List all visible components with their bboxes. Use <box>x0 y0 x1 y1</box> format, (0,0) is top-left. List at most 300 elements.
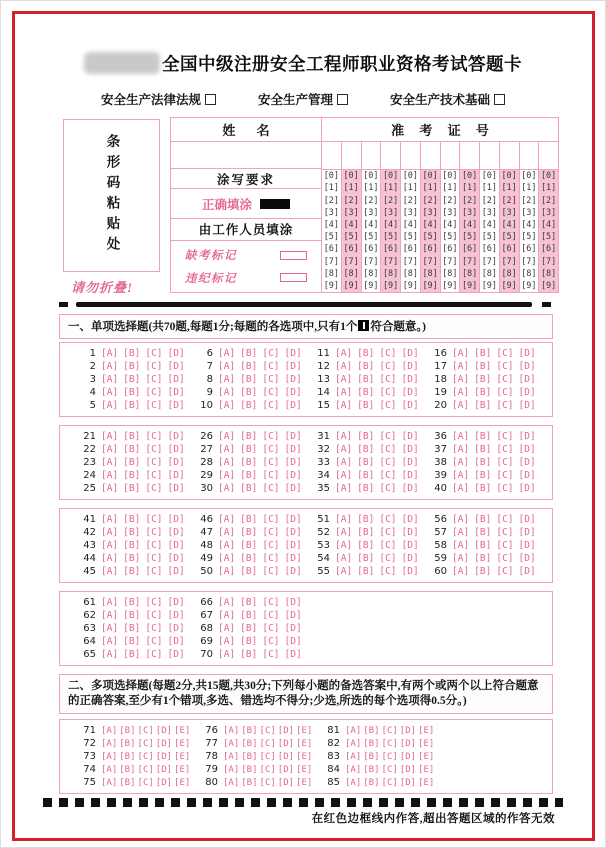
bubble-75-C[interactable]: [C] <box>137 777 154 788</box>
digit-bubble-col8-2[interactable]: [2] <box>461 195 478 206</box>
bubble-65-D[interactable]: [D] <box>167 649 185 660</box>
bubble-76-D[interactable]: [D] <box>277 725 295 736</box>
bubble-82-A[interactable]: [A] <box>345 738 362 749</box>
bubble-81-E[interactable]: [E] <box>418 725 435 736</box>
bubble-15-D[interactable]: [D] <box>401 400 419 411</box>
bubble-4-D[interactable]: [D] <box>167 387 185 398</box>
digit-bubble-col4-4[interactable]: [4] <box>382 219 399 230</box>
bubble-19-B[interactable]: [B] <box>474 387 492 398</box>
bubble-21-D[interactable]: [D] <box>167 431 185 442</box>
bubble-51-A[interactable]: [A] <box>335 514 353 525</box>
bubble-44-D[interactable]: [D] <box>167 553 185 564</box>
digit-bubble-col12-5[interactable]: [5] <box>540 232 557 243</box>
bubble-35-D[interactable]: [D] <box>401 483 419 494</box>
digit-bubble-col2-9[interactable]: [9] <box>343 280 359 291</box>
digit-bubble-col8-0[interactable]: [0] <box>461 171 478 182</box>
bubble-19-C[interactable]: [C] <box>496 387 514 398</box>
bubble-81-D[interactable]: [D] <box>399 725 417 736</box>
digit-bubble-col7-7[interactable]: [7] <box>442 256 458 267</box>
bubble-83-E[interactable]: [E] <box>418 751 435 762</box>
bubble-84-A[interactable]: [A] <box>345 764 362 775</box>
bubble-81-C[interactable]: [C] <box>381 725 398 736</box>
digit-bubble-col12-3[interactable]: [3] <box>540 207 557 218</box>
digit-bubble-col1-2[interactable]: [2] <box>323 195 340 206</box>
bubble-35-B[interactable]: [B] <box>357 483 375 494</box>
digit-bubble-col10-6[interactable]: [6] <box>501 244 517 255</box>
bubble-61-A[interactable]: [A] <box>101 597 119 608</box>
bubble-75-E[interactable]: [E] <box>174 777 191 788</box>
bubble-29-C[interactable]: [C] <box>262 470 280 481</box>
digit-bubble-col3-8[interactable]: [8] <box>363 268 379 279</box>
bubble-46-D[interactable]: [D] <box>284 514 302 525</box>
bubble-24-A[interactable]: [A] <box>101 470 119 481</box>
digit-bubble-col5-6[interactable]: [6] <box>402 244 419 255</box>
ticket-digit-writein-col10[interactable] <box>500 142 519 170</box>
bubble-45-D[interactable]: [D] <box>167 566 185 577</box>
bubble-64-C[interactable]: [C] <box>145 636 163 647</box>
digit-bubble-col10-4[interactable]: [4] <box>501 219 517 230</box>
bubble-3-A[interactable]: [A] <box>101 374 119 385</box>
bubble-26-D[interactable]: [D] <box>284 431 302 442</box>
digit-bubble-col8-7[interactable]: [7] <box>461 256 478 267</box>
bubble-60-D[interactable]: [D] <box>518 566 536 577</box>
digit-bubble-col7-3[interactable]: [3] <box>442 207 458 218</box>
digit-bubble-col5-2[interactable]: [2] <box>402 195 419 206</box>
bubble-1-D[interactable]: [D] <box>167 348 185 359</box>
digit-bubble-col9-3[interactable]: [3] <box>481 207 498 218</box>
bubble-25-C[interactable]: [C] <box>145 483 163 494</box>
bubble-83-B[interactable]: [B] <box>363 751 380 762</box>
digit-bubble-col6-2[interactable]: [2] <box>422 195 438 206</box>
bubble-33-A[interactable]: [A] <box>335 457 353 468</box>
bubble-25-A[interactable]: [A] <box>101 483 119 494</box>
digit-bubble-col6-6[interactable]: [6] <box>422 244 438 255</box>
digit-bubble-col5-7[interactable]: [7] <box>402 256 419 267</box>
absent-mark-box[interactable] <box>280 251 307 260</box>
bubble-4-C[interactable]: [C] <box>145 387 163 398</box>
bubble-51-B[interactable]: [B] <box>357 514 375 525</box>
bubble-6-D[interactable]: [D] <box>284 348 302 359</box>
bubble-38-B[interactable]: [B] <box>474 457 492 468</box>
digit-bubble-col10-1[interactable]: [1] <box>501 183 517 194</box>
bubble-76-A[interactable]: [A] <box>223 725 240 736</box>
bubble-40-B[interactable]: [B] <box>474 483 492 494</box>
bubble-39-C[interactable]: [C] <box>496 470 514 481</box>
digit-bubble-col4-3[interactable]: [3] <box>382 207 399 218</box>
bubble-28-D[interactable]: [D] <box>284 457 302 468</box>
bubble-59-D[interactable]: [D] <box>518 553 536 564</box>
digit-bubble-col10-5[interactable]: [5] <box>501 232 517 243</box>
bubble-39-A[interactable]: [A] <box>452 470 470 481</box>
bubble-64-B[interactable]: [B] <box>123 636 141 647</box>
digit-bubble-col11-6[interactable]: [6] <box>521 244 537 255</box>
bubble-78-B[interactable]: [B] <box>241 751 258 762</box>
bubble-76-C[interactable]: [C] <box>259 725 276 736</box>
bubble-20-D[interactable]: [D] <box>518 400 536 411</box>
bubble-23-B[interactable]: [B] <box>123 457 141 468</box>
bubble-24-D[interactable]: [D] <box>167 470 185 481</box>
bubble-72-E[interactable]: [E] <box>174 738 191 749</box>
bubble-61-C[interactable]: [C] <box>145 597 163 608</box>
bubble-49-A[interactable]: [A] <box>218 553 236 564</box>
bubble-82-D[interactable]: [D] <box>399 738 417 749</box>
bubble-32-D[interactable]: [D] <box>401 444 419 455</box>
ticket-digit-writein-col4[interactable] <box>381 142 400 170</box>
bubble-78-A[interactable]: [A] <box>223 751 240 762</box>
bubble-63-D[interactable]: [D] <box>167 623 185 634</box>
bubble-18-C[interactable]: [C] <box>496 374 514 385</box>
bubble-85-D[interactable]: [D] <box>399 777 417 788</box>
bubble-68-A[interactable]: [A] <box>218 623 236 634</box>
bubble-21-A[interactable]: [A] <box>101 431 119 442</box>
digit-bubble-col8-5[interactable]: [5] <box>461 232 478 243</box>
bubble-17-D[interactable]: [D] <box>518 361 536 372</box>
bubble-57-C[interactable]: [C] <box>496 527 514 538</box>
bubble-54-B[interactable]: [B] <box>357 553 375 564</box>
bubble-9-C[interactable]: [C] <box>262 387 280 398</box>
bubble-85-B[interactable]: [B] <box>363 777 380 788</box>
bubble-61-B[interactable]: [B] <box>123 597 141 608</box>
bubble-73-E[interactable]: [E] <box>174 751 191 762</box>
bubble-3-B[interactable]: [B] <box>123 374 141 385</box>
digit-bubble-col4-9[interactable]: [9] <box>382 280 399 291</box>
bubble-5-D[interactable]: [D] <box>167 400 185 411</box>
bubble-6-A[interactable]: [A] <box>218 348 236 359</box>
bubble-10-A[interactable]: [A] <box>218 400 236 411</box>
bubble-9-D[interactable]: [D] <box>284 387 302 398</box>
bubble-19-D[interactable]: [D] <box>518 387 536 398</box>
bubble-16-A[interactable]: [A] <box>452 348 470 359</box>
bubble-48-A[interactable]: [A] <box>218 540 236 551</box>
bubble-9-A[interactable]: [A] <box>218 387 236 398</box>
digit-bubble-col5-1[interactable]: [1] <box>402 183 419 194</box>
bubble-75-D[interactable]: [D] <box>155 777 173 788</box>
bubble-5-B[interactable]: [B] <box>123 400 141 411</box>
digit-bubble-col7-0[interactable]: [0] <box>442 171 458 182</box>
bubble-52-C[interactable]: [C] <box>379 527 397 538</box>
bubble-54-C[interactable]: [C] <box>379 553 397 564</box>
bubble-80-D[interactable]: [D] <box>277 777 295 788</box>
digit-bubble-col4-8[interactable]: [8] <box>382 268 399 279</box>
digit-bubble-col8-4[interactable]: [4] <box>461 219 478 230</box>
bubble-22-D[interactable]: [D] <box>167 444 185 455</box>
bubble-25-D[interactable]: [D] <box>167 483 185 494</box>
bubble-15-A[interactable]: [A] <box>335 400 353 411</box>
bubble-12-B[interactable]: [B] <box>357 361 375 372</box>
bubble-80-C[interactable]: [C] <box>259 777 276 788</box>
digit-bubble-col12-1[interactable]: [1] <box>540 183 557 194</box>
bubble-74-D[interactable]: [D] <box>155 764 173 775</box>
bubble-41-D[interactable]: [D] <box>167 514 185 525</box>
ticket-digit-writein-col5[interactable] <box>401 142 420 170</box>
bubble-70-A[interactable]: [A] <box>218 649 236 660</box>
bubble-6-C[interactable]: [C] <box>262 348 280 359</box>
bubble-20-C[interactable]: [C] <box>496 400 514 411</box>
bubble-44-B[interactable]: [B] <box>123 553 141 564</box>
bubble-63-C[interactable]: [C] <box>145 623 163 634</box>
bubble-33-B[interactable]: [B] <box>357 457 375 468</box>
bubble-42-C[interactable]: [C] <box>145 527 163 538</box>
bubble-7-B[interactable]: [B] <box>240 361 258 372</box>
bubble-82-C[interactable]: [C] <box>381 738 398 749</box>
bubble-20-A[interactable]: [A] <box>452 400 470 411</box>
bubble-36-B[interactable]: [B] <box>474 431 492 442</box>
bubble-44-C[interactable]: [C] <box>145 553 163 564</box>
bubble-14-B[interactable]: [B] <box>357 387 375 398</box>
bubble-32-C[interactable]: [C] <box>379 444 397 455</box>
digit-bubble-col5-5[interactable]: [5] <box>402 232 419 243</box>
bubble-69-A[interactable]: [A] <box>218 636 236 647</box>
bubble-17-A[interactable]: [A] <box>452 361 470 372</box>
bubble-63-B[interactable]: [B] <box>123 623 141 634</box>
bubble-7-D[interactable]: [D] <box>284 361 302 372</box>
bubble-60-A[interactable]: [A] <box>452 566 470 577</box>
bubble-50-C[interactable]: [C] <box>262 566 280 577</box>
bubble-65-B[interactable]: [B] <box>123 649 141 660</box>
bubble-48-D[interactable]: [D] <box>284 540 302 551</box>
digit-bubble-col7-5[interactable]: [5] <box>442 232 458 243</box>
bubble-31-D[interactable]: [D] <box>401 431 419 442</box>
bubble-62-A[interactable]: [A] <box>101 610 119 621</box>
digit-bubble-col12-6[interactable]: [6] <box>540 244 557 255</box>
bubble-82-B[interactable]: [B] <box>363 738 380 749</box>
bubble-67-D[interactable]: [D] <box>284 610 302 621</box>
digit-bubble-col2-5[interactable]: [5] <box>343 232 359 243</box>
ticket-digit-writein-col6[interactable] <box>421 142 440 170</box>
digit-bubble-col7-9[interactable]: [9] <box>442 280 458 291</box>
bubble-43-A[interactable]: [A] <box>101 540 119 551</box>
bubble-73-C[interactable]: [C] <box>137 751 154 762</box>
digit-bubble-col2-2[interactable]: [2] <box>343 195 359 206</box>
bubble-66-B[interactable]: [B] <box>240 597 258 608</box>
digit-bubble-col11-0[interactable]: [0] <box>521 171 537 182</box>
bubble-51-C[interactable]: [C] <box>379 514 397 525</box>
bubble-83-C[interactable]: [C] <box>381 751 398 762</box>
bubble-32-B[interactable]: [B] <box>357 444 375 455</box>
bubble-10-B[interactable]: [B] <box>240 400 258 411</box>
bubble-71-A[interactable]: [A] <box>101 725 118 736</box>
digit-bubble-col3-7[interactable]: [7] <box>363 256 379 267</box>
bubble-5-A[interactable]: [A] <box>101 400 119 411</box>
bubble-69-C[interactable]: [C] <box>262 636 280 647</box>
bubble-30-B[interactable]: [B] <box>240 483 258 494</box>
bubble-11-D[interactable]: [D] <box>401 348 419 359</box>
bubble-49-D[interactable]: [D] <box>284 553 302 564</box>
bubble-81-B[interactable]: [B] <box>363 725 380 736</box>
digit-bubble-col1-0[interactable]: [0] <box>323 171 340 182</box>
bubble-29-B[interactable]: [B] <box>240 470 258 481</box>
bubble-41-C[interactable]: [C] <box>145 514 163 525</box>
bubble-50-D[interactable]: [D] <box>284 566 302 577</box>
digit-bubble-col7-2[interactable]: [2] <box>442 195 458 206</box>
digit-bubble-col5-9[interactable]: [9] <box>402 280 419 291</box>
bubble-9-B[interactable]: [B] <box>240 387 258 398</box>
bubble-38-D[interactable]: [D] <box>518 457 536 468</box>
digit-bubble-col4-6[interactable]: [6] <box>382 244 399 255</box>
bubble-17-B[interactable]: [B] <box>474 361 492 372</box>
bubble-73-A[interactable]: [A] <box>101 751 118 762</box>
bubble-64-D[interactable]: [D] <box>167 636 185 647</box>
bubble-34-C[interactable]: [C] <box>379 470 397 481</box>
bubble-77-E[interactable]: [E] <box>296 738 313 749</box>
bubble-30-D[interactable]: [D] <box>284 483 302 494</box>
bubble-15-B[interactable]: [B] <box>357 400 375 411</box>
digit-bubble-col6-5[interactable]: [5] <box>422 232 438 243</box>
digit-bubble-col1-7[interactable]: [7] <box>323 256 340 267</box>
digit-bubble-col10-9[interactable]: [9] <box>501 280 517 291</box>
bubble-23-A[interactable]: [A] <box>101 457 119 468</box>
digit-bubble-col6-1[interactable]: [1] <box>422 183 438 194</box>
bubble-24-C[interactable]: [C] <box>145 470 163 481</box>
digit-bubble-col12-2[interactable]: [2] <box>540 195 557 206</box>
bubble-23-D[interactable]: [D] <box>167 457 185 468</box>
bubble-85-E[interactable]: [E] <box>418 777 435 788</box>
bubble-19-A[interactable]: [A] <box>452 387 470 398</box>
bubble-85-A[interactable]: [A] <box>345 777 362 788</box>
bubble-14-A[interactable]: [A] <box>335 387 353 398</box>
digit-bubble-col11-3[interactable]: [3] <box>521 207 537 218</box>
bubble-47-D[interactable]: [D] <box>284 527 302 538</box>
digit-bubble-col3-6[interactable]: [6] <box>363 244 379 255</box>
digit-bubble-col2-0[interactable]: [0] <box>343 171 359 182</box>
bubble-31-A[interactable]: [A] <box>335 431 353 442</box>
bubble-26-C[interactable]: [C] <box>262 431 280 442</box>
bubble-34-D[interactable]: [D] <box>401 470 419 481</box>
bubble-52-D[interactable]: [D] <box>401 527 419 538</box>
bubble-1-B[interactable]: [B] <box>123 348 141 359</box>
bubble-49-C[interactable]: [C] <box>262 553 280 564</box>
bubble-12-D[interactable]: [D] <box>401 361 419 372</box>
bubble-50-A[interactable]: [A] <box>218 566 236 577</box>
subject-checkbox-laws[interactable] <box>205 94 216 105</box>
bubble-52-A[interactable]: [A] <box>335 527 353 538</box>
bubble-3-C[interactable]: [C] <box>145 374 163 385</box>
subject-checkbox-management[interactable] <box>337 94 348 105</box>
digit-bubble-col12-7[interactable]: [7] <box>540 256 557 267</box>
bubble-57-B[interactable]: [B] <box>474 527 492 538</box>
bubble-22-A[interactable]: [A] <box>101 444 119 455</box>
bubble-64-A[interactable]: [A] <box>101 636 119 647</box>
bubble-13-D[interactable]: [D] <box>401 374 419 385</box>
ticket-digit-writein-col9[interactable] <box>480 142 499 170</box>
bubble-66-C[interactable]: [C] <box>262 597 280 608</box>
bubble-67-B[interactable]: [B] <box>240 610 258 621</box>
digit-bubble-col4-1[interactable]: [1] <box>382 183 399 194</box>
bubble-82-E[interactable]: [E] <box>418 738 435 749</box>
digit-bubble-col7-8[interactable]: [8] <box>442 268 458 279</box>
violation-mark-box[interactable] <box>280 273 307 282</box>
bubble-37-A[interactable]: [A] <box>452 444 470 455</box>
digit-bubble-col3-5[interactable]: [5] <box>363 232 379 243</box>
digit-bubble-col5-3[interactable]: [3] <box>402 207 419 218</box>
digit-bubble-col2-1[interactable]: [1] <box>343 183 359 194</box>
bubble-45-A[interactable]: [A] <box>101 566 119 577</box>
ticket-digit-writein-col2[interactable] <box>342 142 361 170</box>
bubble-40-C[interactable]: [C] <box>496 483 514 494</box>
digit-bubble-col10-2[interactable]: [2] <box>501 195 517 206</box>
bubble-56-B[interactable]: [B] <box>474 514 492 525</box>
bubble-74-E[interactable]: [E] <box>174 764 191 775</box>
bubble-16-B[interactable]: [B] <box>474 348 492 359</box>
bubble-15-C[interactable]: [C] <box>379 400 397 411</box>
digit-bubble-col8-8[interactable]: [8] <box>461 268 478 279</box>
bubble-75-A[interactable]: [A] <box>101 777 118 788</box>
bubble-72-C[interactable]: [C] <box>137 738 154 749</box>
bubble-79-A[interactable]: [A] <box>223 764 240 775</box>
bubble-54-A[interactable]: [A] <box>335 553 353 564</box>
bubble-11-C[interactable]: [C] <box>379 348 397 359</box>
digit-bubble-col11-7[interactable]: [7] <box>521 256 537 267</box>
bubble-12-A[interactable]: [A] <box>335 361 353 372</box>
bubble-61-D[interactable]: [D] <box>167 597 185 608</box>
bubble-75-B[interactable]: [B] <box>119 777 136 788</box>
bubble-55-D[interactable]: [D] <box>401 566 419 577</box>
ticket-digit-writein-col11[interactable] <box>520 142 539 170</box>
digit-bubble-col10-7[interactable]: [7] <box>501 256 517 267</box>
digit-bubble-col2-6[interactable]: [6] <box>343 244 359 255</box>
digit-bubble-col9-2[interactable]: [2] <box>481 195 498 206</box>
bubble-27-B[interactable]: [B] <box>240 444 258 455</box>
ticket-digit-writein-col3[interactable] <box>362 142 381 170</box>
digit-bubble-col10-3[interactable]: [3] <box>501 207 517 218</box>
subject-checkbox-technology[interactable] <box>494 94 505 105</box>
bubble-10-D[interactable]: [D] <box>284 400 302 411</box>
bubble-13-B[interactable]: [B] <box>357 374 375 385</box>
bubble-60-C[interactable]: [C] <box>496 566 514 577</box>
digit-bubble-col8-1[interactable]: [1] <box>461 183 478 194</box>
bubble-26-B[interactable]: [B] <box>240 431 258 442</box>
digit-bubble-col2-3[interactable]: [3] <box>343 207 359 218</box>
bubble-59-A[interactable]: [A] <box>452 553 470 564</box>
bubble-52-B[interactable]: [B] <box>357 527 375 538</box>
bubble-2-C[interactable]: [C] <box>145 361 163 372</box>
bubble-63-A[interactable]: [A] <box>101 623 119 634</box>
bubble-3-D[interactable]: [D] <box>167 374 185 385</box>
bubble-80-E[interactable]: [E] <box>296 777 313 788</box>
ticket-digit-writein-col7[interactable] <box>441 142 460 170</box>
digit-bubble-col9-8[interactable]: [8] <box>481 268 498 279</box>
digit-bubble-col10-0[interactable]: [0] <box>501 171 517 182</box>
bubble-70-D[interactable]: [D] <box>284 649 302 660</box>
ticket-digit-writein-col1[interactable] <box>322 142 341 170</box>
bubble-37-B[interactable]: [B] <box>474 444 492 455</box>
bubble-25-B[interactable]: [B] <box>123 483 141 494</box>
bubble-57-D[interactable]: [D] <box>518 527 536 538</box>
digit-bubble-col6-0[interactable]: [0] <box>422 171 438 182</box>
digit-bubble-col11-8[interactable]: [8] <box>521 268 537 279</box>
digit-bubble-col6-8[interactable]: [8] <box>422 268 438 279</box>
bubble-1-A[interactable]: [A] <box>101 348 119 359</box>
digit-bubble-col3-1[interactable]: [1] <box>363 183 379 194</box>
bubble-79-E[interactable]: [E] <box>296 764 313 775</box>
bubble-2-D[interactable]: [D] <box>167 361 185 372</box>
bubble-11-B[interactable]: [B] <box>357 348 375 359</box>
digit-bubble-col11-9[interactable]: [9] <box>521 280 537 291</box>
bubble-37-D[interactable]: [D] <box>518 444 536 455</box>
bubble-68-D[interactable]: [D] <box>284 623 302 634</box>
bubble-62-D[interactable]: [D] <box>167 610 185 621</box>
bubble-71-C[interactable]: [C] <box>137 725 154 736</box>
bubble-79-D[interactable]: [D] <box>277 764 295 775</box>
bubble-14-D[interactable]: [D] <box>401 387 419 398</box>
bubble-58-C[interactable]: [C] <box>496 540 514 551</box>
bubble-76-E[interactable]: [E] <box>296 725 313 736</box>
bubble-72-A[interactable]: [A] <box>101 738 118 749</box>
bubble-39-B[interactable]: [B] <box>474 470 492 481</box>
bubble-43-B[interactable]: [B] <box>123 540 141 551</box>
bubble-54-D[interactable]: [D] <box>401 553 419 564</box>
bubble-71-E[interactable]: [E] <box>174 725 191 736</box>
